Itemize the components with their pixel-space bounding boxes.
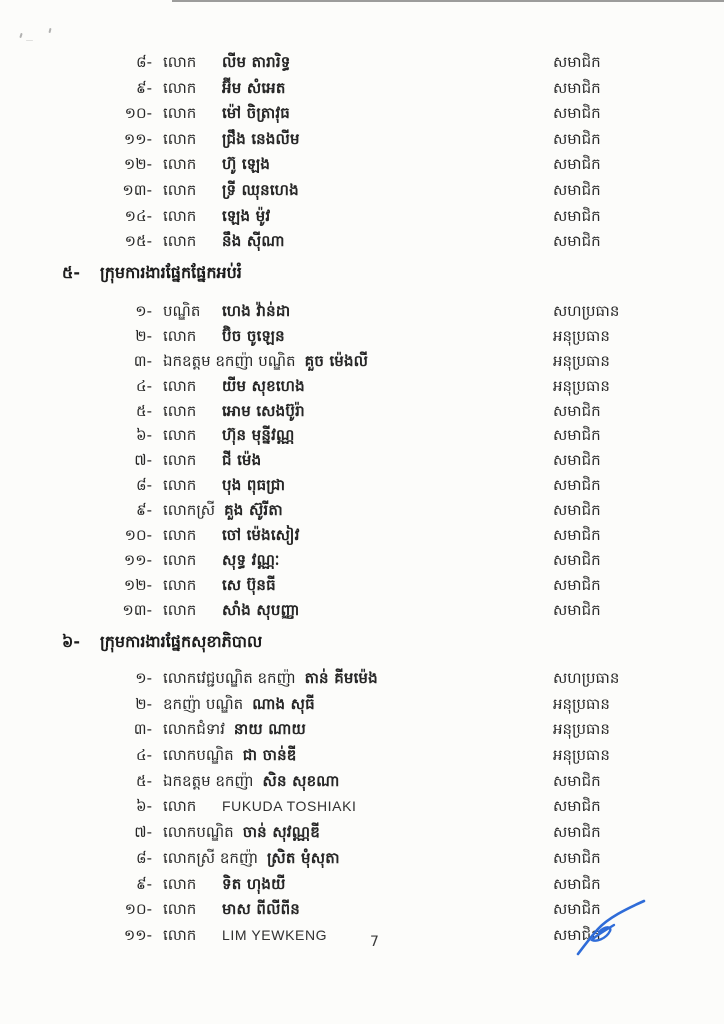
member-name: ទ្រី ឈុនហេង (222, 180, 299, 199)
member-role: សមាជិក (553, 180, 601, 199)
member-row (0, 573, 724, 598)
row-number: ១១- (123, 925, 152, 944)
member-role: សមាជិក (553, 550, 601, 569)
member-name: ឡេង ម៉ូវ (222, 206, 271, 225)
row-number: ៩- (135, 501, 152, 520)
row-number: ១៤- (124, 206, 152, 225)
member-role: សមាជិក (553, 232, 601, 251)
row-number: ៣- (133, 351, 152, 370)
member-name: ជា ចាន់ឌី (242, 746, 297, 765)
member-role: សមាជិក (553, 476, 601, 495)
member-name: សិន សុខណា (262, 771, 340, 790)
honorific: លោក (163, 78, 197, 97)
member-role: សមាជិក (553, 526, 601, 545)
member-name: គួច ម៉េងលី (304, 351, 369, 370)
member-row (0, 423, 724, 448)
member-role: សមាជិក (553, 771, 601, 790)
member-role: អនុប្រធាន (553, 326, 610, 345)
row-number: ៤- (135, 376, 152, 395)
member-row (0, 374, 724, 399)
member-role: សមាជិក (553, 401, 601, 420)
member-role: អនុប្រធាន (553, 351, 610, 370)
member-row (0, 523, 724, 548)
row-number: ១២- (123, 155, 152, 174)
member-role: សហប្រធាន (553, 669, 620, 687)
member-name: ហ៊ូ ឡេង (222, 155, 271, 174)
member-row (0, 50, 724, 76)
member-role: សមាជិក (553, 155, 601, 174)
row-number: ១៥- (124, 232, 152, 251)
row-number: ៣- (133, 720, 152, 739)
honorific: លោក (163, 575, 197, 594)
row-number: ៧- (134, 451, 152, 470)
member-role: សមាជិក (553, 925, 601, 944)
member-row (0, 399, 724, 424)
honorific: លោក (163, 104, 197, 123)
member-row (0, 101, 724, 127)
scan-speckle (19, 33, 22, 38)
honorific: លោក (163, 129, 197, 148)
section-title: ក្រុមការងារផ្នែកផ្នែកអប់រំ (100, 263, 242, 282)
honorific: លោកស្រី (163, 501, 216, 520)
member-row (0, 299, 724, 324)
member-name: ហេង វ៉ាន់ដា (222, 302, 291, 320)
member-name: ជ្រឹង នេងលីម (222, 129, 300, 148)
honorific: លោក (163, 925, 197, 944)
section-education-header (62, 262, 242, 286)
honorific: លោកស្រី ឧកញ៉ា (163, 848, 258, 867)
honorific: លោក (163, 401, 197, 420)
row-number: ៨- (135, 476, 152, 495)
member-role: អនុប្រធាន (553, 746, 610, 765)
member-name: សេ ប៊ុនធី (222, 575, 276, 594)
member-row (0, 548, 724, 573)
section-health-header (62, 631, 262, 655)
member-row (0, 923, 724, 949)
section-title: ក្រុមការងារផ្នែកសុខាភិបាល (100, 632, 263, 651)
member-row (0, 872, 724, 898)
member-row (0, 598, 724, 623)
row-number: ៤- (135, 746, 152, 765)
row-number: ១- (135, 302, 152, 320)
scan-speckle (26, 40, 33, 41)
member-role: សមាជិក (553, 501, 601, 520)
member-role: សមាជិក (553, 426, 601, 445)
honorific: លោក (163, 206, 197, 225)
member-row (0, 820, 724, 846)
row-number: ១០- (124, 104, 152, 123)
row-number: ១១- (123, 129, 152, 148)
member-name: LIM YEWKENG (222, 926, 328, 943)
member-name: ណាង សុធី (252, 694, 315, 713)
row-number: ៥- (135, 401, 152, 420)
member-name: សុទ្ធ វណ្ណៈ (222, 550, 280, 569)
honorific: លោក (163, 376, 197, 395)
member-name: ហ៊ុន មុន្នីវណ្ណ (222, 426, 295, 445)
member-row (0, 769, 724, 795)
row-number: ៩- (135, 874, 152, 893)
honorific: លោក (163, 53, 197, 71)
row-number: ៦- (135, 426, 152, 445)
row-number: ១២- (123, 575, 152, 594)
section-health-list (0, 666, 724, 949)
honorific: លោក (163, 326, 197, 345)
honorific: លោក (163, 550, 197, 569)
member-role: សមាជិក (553, 848, 601, 867)
member-role: សហប្រធាន (553, 302, 620, 320)
member-name: ស្រិត មុំសុតា (266, 848, 340, 867)
honorific: លោក (163, 797, 197, 816)
member-role: អនុប្រធាន (553, 376, 610, 395)
row-number: ២- (135, 326, 152, 345)
member-row (0, 76, 724, 102)
member-row (0, 498, 724, 523)
member-row (0, 127, 724, 153)
member-row (0, 692, 724, 718)
member-name: FUKUDA TOSHIAKI (222, 798, 357, 815)
honorific: លោក (163, 900, 197, 919)
member-role: សមាជិក (553, 600, 601, 619)
row-number: ៥- (135, 771, 152, 790)
member-list-continued (0, 50, 724, 255)
member-name: នាយ ណាយ (233, 720, 307, 739)
member-row (0, 448, 724, 473)
row-number: ៧- (134, 823, 152, 842)
honorific: លោក (163, 426, 197, 445)
member-role: សមាជិក (553, 451, 601, 470)
member-role: សមាជិក (553, 575, 601, 594)
member-role: សមាជិក (553, 104, 601, 123)
row-number: ១៣- (122, 180, 152, 199)
honorific: លោកបណ្ឌិត (163, 823, 234, 842)
row-number: ៦- (135, 797, 152, 816)
member-name: ជី ម៉េង (222, 451, 262, 470)
member-role: សមាជិក (553, 78, 601, 97)
honorific: លោក (163, 526, 197, 545)
member-name: មាស ពីលីពីន (222, 900, 301, 919)
member-name: ទិត ហុងយី (222, 874, 286, 893)
honorific: ឯកឧត្តម ឧកញ៉ា បណ្ឌិត (163, 351, 296, 370)
member-row (0, 152, 724, 178)
honorific: លោក (163, 476, 197, 495)
honorific: លោក (163, 874, 197, 893)
member-role: សមាជិក (553, 797, 601, 816)
member-row (0, 473, 724, 498)
honorific: លោក (163, 155, 197, 174)
row-number: ៨- (135, 53, 152, 71)
honorific: លោកវេជ្ជបណ្ឌិត ឧកញ៉ា (163, 669, 296, 687)
row-number: ៨- (135, 848, 152, 867)
member-name: គួង ស៊ូរីតា (224, 501, 283, 520)
section-number: ៥- (62, 263, 80, 282)
member-name: ប៊ិច ចូឡេន (222, 326, 285, 345)
member-row (0, 743, 724, 769)
member-row (0, 178, 724, 204)
row-number: ១០- (124, 526, 152, 545)
member-name: ចៅ ម៉េងសៀវ (222, 526, 300, 545)
row-number: ១- (135, 669, 152, 687)
member-name: សាំង សុបញ្ញា (222, 600, 300, 619)
member-name: ម៉ៅ ចិត្រាវុធ (222, 104, 291, 123)
member-role: សមាជិក (553, 874, 601, 893)
honorific: លោក (163, 180, 197, 199)
page-number: 7 (370, 934, 379, 950)
row-number: ៩- (135, 78, 152, 97)
honorific: លោក (163, 232, 197, 251)
row-number: ១០- (124, 900, 152, 919)
member-name: តាន់ គីមម៉េង (304, 669, 378, 687)
section-number: ៦- (62, 632, 80, 651)
row-number: ១១- (123, 550, 152, 569)
member-name: បុង ពុធជ្រា (222, 476, 286, 495)
member-name: អ៊ីម សំអេត (222, 78, 286, 97)
honorific: បណ្ឌិត (163, 302, 201, 320)
member-row (0, 846, 724, 872)
member-row (0, 717, 724, 743)
member-row (0, 204, 724, 230)
member-row (0, 349, 724, 374)
member-name: យីម សុខហេង (222, 376, 305, 395)
member-row (0, 324, 724, 349)
member-role: សមាជិក (553, 206, 601, 225)
member-role: អនុប្រធាន (553, 720, 610, 739)
member-name: អោម សេងប៊ូរ៉ា (222, 401, 305, 420)
honorific: ឧកញ៉ា បណ្ឌិត (163, 694, 244, 713)
section-education-list (0, 299, 724, 623)
honorific: ឯកឧត្តម ឧកញ៉ា (163, 771, 254, 790)
honorific: លោកបណ្ឌិត (163, 746, 234, 765)
member-row (0, 897, 724, 923)
member-role: សមាជិក (553, 53, 601, 71)
member-role: សមាជិក (553, 900, 601, 919)
member-row (0, 229, 724, 255)
member-role: អនុប្រធាន (553, 694, 610, 713)
scan-speckle (48, 28, 51, 33)
honorific: លោកជំទាវ (163, 720, 225, 739)
member-name: ចាន់ សុវណ្ណឌី (242, 823, 320, 842)
member-name: លីម តារារិទ្ធ (222, 53, 291, 71)
honorific: លោក (163, 600, 197, 619)
honorific: លោក (163, 451, 197, 470)
row-number: ១៣- (122, 600, 152, 619)
member-name: នឹង ស៊ីណា (222, 232, 285, 251)
member-role: សមាជិក (553, 129, 601, 148)
member-row (0, 794, 724, 820)
row-number: ២- (135, 694, 152, 713)
member-role: សមាជិក (553, 823, 601, 842)
scan-edge-line (172, 0, 724, 2)
member-row (0, 666, 724, 692)
